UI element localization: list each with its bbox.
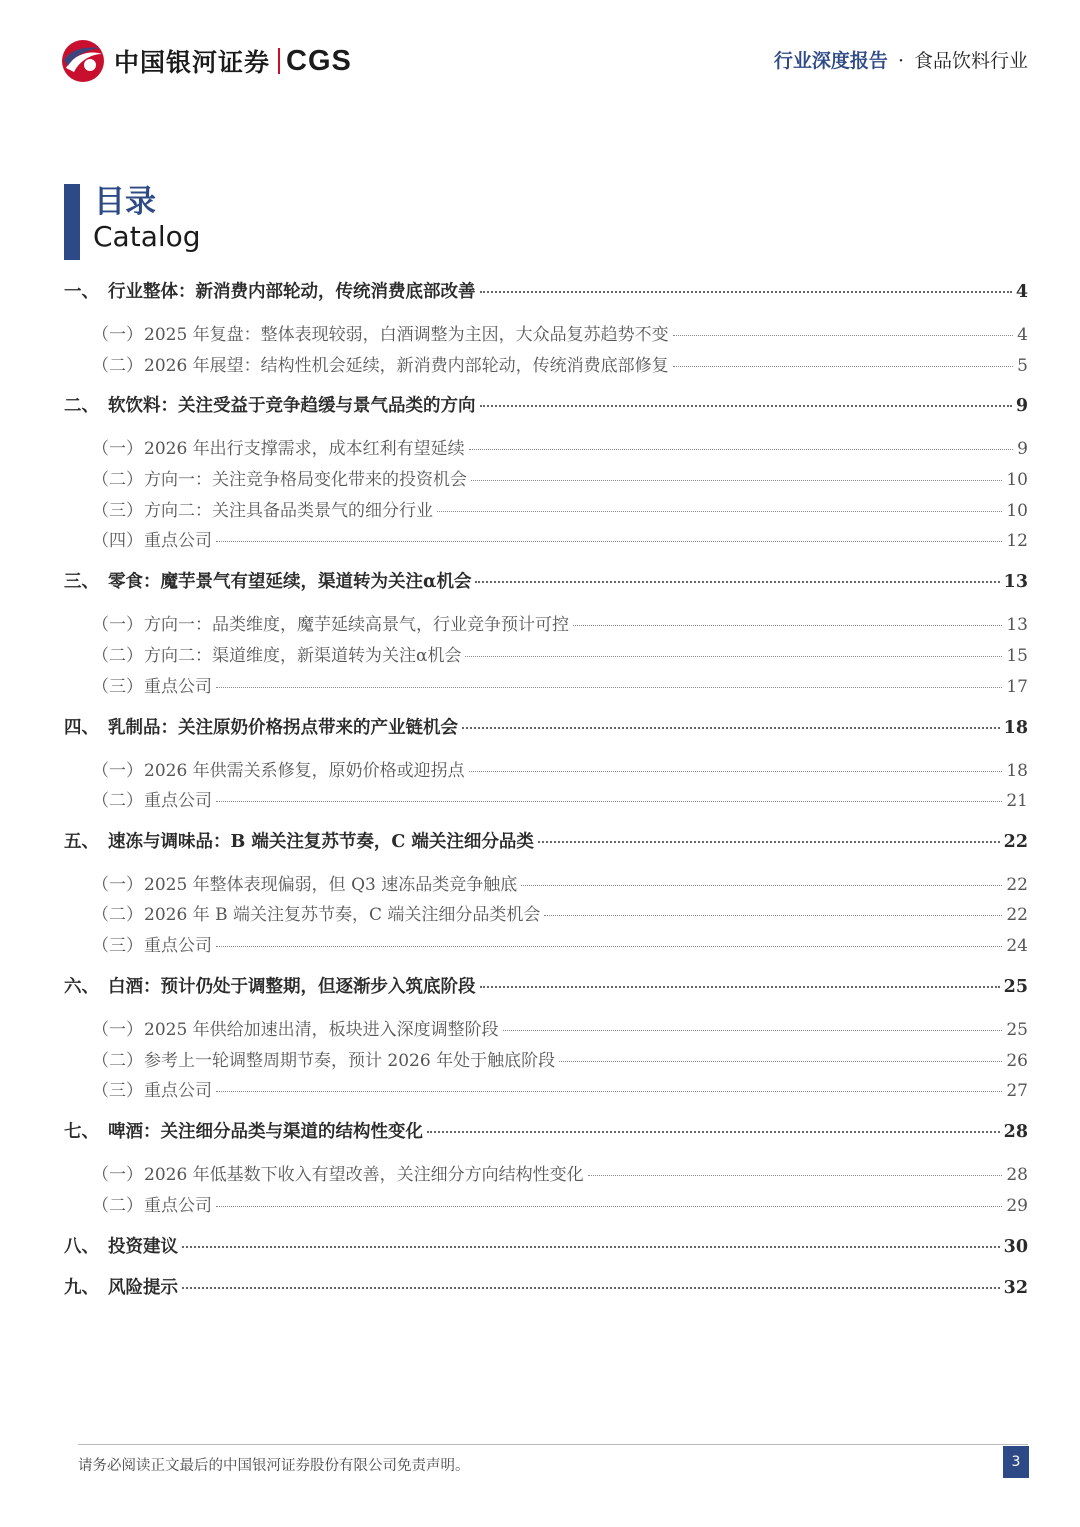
- toc-entry-number: （二）: [92, 470, 143, 490]
- logo-chinese-name: 中国银河证券: [114, 48, 271, 77]
- toc-chapter-entry[interactable]: [64, 1118, 1028, 1143]
- toc-page-number: 21: [1006, 791, 1028, 811]
- toc-entry-title: 乳制品：关注原奶价格拐点带来的产业链机会: [108, 718, 458, 738]
- toc-entry-number: （一）: [92, 325, 143, 345]
- toc-entry-title: 重点公司: [144, 677, 212, 697]
- toc-dot-leader: [462, 727, 1000, 729]
- toc-dot-leader: [469, 449, 1014, 450]
- toc-entry-title: 方向一：品类维度，魔芋延续高景气，行业竞争预计可控: [144, 615, 569, 635]
- toc-entry-number: （二）: [92, 356, 143, 376]
- toc-page-number: 4: [1015, 282, 1028, 302]
- toc-chapter-entry[interactable]: [64, 568, 1028, 593]
- toc-entry-title: 行业整体：新消费内部轮动，传统消费底部改善: [108, 282, 476, 302]
- toc-dot-leader: [216, 687, 1002, 688]
- toc-section-entry[interactable]: [64, 526, 1028, 551]
- footer-disclaimer: 请务必阅读正文最后的中国银河证券股份有限公司免责声明。: [78, 1458, 470, 1474]
- toc-dot-leader: [216, 1091, 1002, 1092]
- toc-page-number: 24: [1006, 936, 1028, 956]
- toc-entry-title: 重点公司: [144, 1081, 212, 1101]
- toc-entry-number: 八、: [64, 1237, 99, 1257]
- toc-entry-number: （一）: [92, 615, 143, 635]
- toc-dot-leader: [216, 1206, 1002, 1207]
- toc-dot-leader: [503, 1030, 1003, 1031]
- toc-entry-title: 2026 年展望：结构性机会延续，新消费内部轮动，传统消费底部修复: [144, 356, 669, 376]
- toc-entry-number: 二、: [64, 396, 99, 416]
- toc-chapter-entry[interactable]: [64, 278, 1028, 303]
- toc-entry-number: （一）: [92, 439, 143, 459]
- toc-entry-number: （三）: [92, 936, 143, 956]
- toc-entry-title: 重点公司: [144, 531, 212, 551]
- toc-section-entry[interactable]: [64, 672, 1028, 697]
- toc-section-entry[interactable]: [64, 786, 1028, 811]
- toc-page-number: 13: [1003, 572, 1028, 592]
- toc-page-number: 29: [1006, 1196, 1028, 1216]
- toc-section-entry[interactable]: [64, 1046, 1028, 1071]
- toc-entry-title: 2025 年整体表现偏弱，但 Q3 速冻品类竞争触底: [144, 875, 518, 895]
- toc-entry-title: 方向二：渠道维度，新渠道转为关注α机会: [144, 646, 462, 666]
- toc-page-number: 22: [1003, 832, 1028, 852]
- toc-section-entry[interactable]: [64, 1076, 1028, 1101]
- toc-page-number: 13: [1006, 615, 1028, 635]
- toc-dot-leader: [673, 335, 1014, 336]
- toc-entry-title: 2026 年低基数下收入有望改善，关注细分方向结构性变化: [144, 1165, 584, 1185]
- toc-dot-leader: [465, 656, 1002, 657]
- toc-page-number: 17: [1006, 677, 1028, 697]
- toc-entry-title: 软饮料：关注受益于竞争趋缓与景气品类的方向: [108, 396, 476, 416]
- toc-entry-number: （一）: [92, 1020, 143, 1040]
- toc-section-entry[interactable]: [64, 320, 1028, 345]
- header-report-info: [774, 46, 1028, 73]
- toc-entry-title: 方向一：关注竞争格局变化带来的投资机会: [144, 470, 467, 490]
- toc-page-number: 18: [1006, 761, 1028, 781]
- toc-entry-title: 2025 年供给加速出清，板块进入深度调整阶段: [144, 1020, 499, 1040]
- toc-dot-leader: [182, 1246, 1000, 1248]
- toc-chapter-entry[interactable]: [64, 1233, 1028, 1258]
- toc-page-number: 26: [1006, 1051, 1028, 1071]
- toc-section-entry[interactable]: [64, 641, 1028, 666]
- toc-page-number: 22: [1006, 905, 1028, 925]
- toc-section-entry[interactable]: [64, 496, 1028, 521]
- toc-entry-number: （二）: [92, 646, 143, 666]
- toc-chapter-entry[interactable]: [64, 828, 1028, 853]
- page-number-badge: 3: [1003, 1446, 1029, 1478]
- toc-section-entry[interactable]: [64, 900, 1028, 925]
- toc-section-entry[interactable]: [64, 610, 1028, 635]
- toc-page-number: 9: [1017, 439, 1028, 459]
- toc-dot-leader: [427, 1131, 1000, 1133]
- toc-entry-title: 啤酒：关注细分品类与渠道的结构性变化: [108, 1122, 423, 1142]
- toc-section-entry[interactable]: [64, 465, 1028, 490]
- industry-name: 食品饮料行业: [913, 50, 1028, 72]
- toc-dot-leader: [538, 841, 1000, 843]
- toc-page-number: 12: [1006, 531, 1028, 551]
- toc-entry-number: 五、: [64, 832, 99, 852]
- toc-entry-number: （三）: [92, 677, 143, 697]
- toc-title-english: Catalog: [93, 220, 201, 253]
- toc-page-number: 4: [1017, 325, 1028, 345]
- toc-title-chinese: 目录: [94, 184, 156, 220]
- toc-chapter-entry[interactable]: [64, 973, 1028, 998]
- toc-page-number: 25: [1006, 1020, 1028, 1040]
- toc-dot-leader: [559, 1061, 1002, 1062]
- toc-dot-leader: [544, 915, 1002, 916]
- toc-section-entry[interactable]: [64, 434, 1028, 459]
- toc-entry-number: （一）: [92, 1165, 143, 1185]
- toc-page-number: 28: [1006, 1165, 1028, 1185]
- toc-entry-title: 2026 年出行支撑需求，成本红利有望延续: [144, 439, 465, 459]
- toc-chapter-entry[interactable]: [64, 1274, 1028, 1299]
- toc-page-number: 10: [1006, 501, 1028, 521]
- toc-dot-leader: [480, 291, 1012, 293]
- logo-english-name: CGS: [286, 44, 352, 77]
- toc-entry-number: （三）: [92, 501, 143, 521]
- toc-chapter-entry[interactable]: [64, 392, 1028, 417]
- toc-entry-number: （一）: [92, 875, 143, 895]
- toc-entry-title: 重点公司: [144, 791, 212, 811]
- title-accent-bar: [64, 184, 80, 260]
- toc-section-entry[interactable]: [64, 931, 1028, 956]
- header-separator: ·: [897, 50, 904, 72]
- toc-page-number: 15: [1006, 646, 1028, 666]
- toc-dot-leader: [673, 366, 1014, 367]
- toc-dot-leader: [480, 405, 1012, 407]
- toc-entry-title: 风险提示: [108, 1278, 178, 1298]
- toc-dot-leader: [216, 541, 1002, 542]
- toc-entry-title: 投资建议: [108, 1237, 178, 1257]
- toc-page-number: 18: [1003, 718, 1028, 738]
- toc-page-number: 5: [1017, 356, 1028, 376]
- page-header: [0, 0, 1080, 110]
- toc-dot-leader: [471, 480, 1002, 481]
- footer-divider: [78, 1444, 1028, 1445]
- toc-entry-title: 重点公司: [144, 1196, 212, 1216]
- toc-entry-title: 零食：魔芋景气有望延续，渠道转为关注α机会: [108, 572, 472, 592]
- toc-section-entry[interactable]: [64, 756, 1028, 781]
- toc-dot-leader: [437, 511, 1002, 512]
- toc-entry-number: 四、: [64, 718, 99, 738]
- toc-entry-number: （二）: [92, 1196, 143, 1216]
- toc-page-number: 22: [1006, 875, 1028, 895]
- toc-dot-leader: [480, 986, 1000, 988]
- toc-section-entry[interactable]: [64, 870, 1028, 895]
- toc-entry-number: （三）: [92, 1081, 143, 1101]
- toc-page-number: 27: [1006, 1081, 1028, 1101]
- toc-section-entry[interactable]: [64, 1160, 1028, 1185]
- toc-dot-leader: [573, 625, 1002, 626]
- toc-section-entry[interactable]: [64, 351, 1028, 376]
- toc-page-number: 28: [1003, 1122, 1028, 1142]
- logo-divider: [278, 48, 280, 74]
- toc-entry-title: 参考上一轮调整周期节奏，预计 2026 年处于触底阶段: [144, 1051, 556, 1071]
- toc-entry-number: （四）: [92, 531, 143, 551]
- toc-dot-leader: [216, 946, 1002, 947]
- toc-dot-leader: [469, 771, 1003, 772]
- toc-entry-title: 方向二：关注具备品类景气的细分行业: [144, 501, 433, 521]
- toc-page-number: 25: [1003, 977, 1028, 997]
- toc-dot-leader: [216, 801, 1002, 802]
- toc-entry-title: 2025 年复盘：整体表现较弱，白酒调整为主因，大众品复苏趋势不变: [144, 325, 669, 345]
- toc-page-number: 30: [1003, 1237, 1028, 1257]
- toc-section-entry[interactable]: [64, 1191, 1028, 1216]
- toc-entry-number: （一）: [92, 761, 143, 781]
- toc-entry-title: 重点公司: [144, 936, 212, 956]
- toc-chapter-entry[interactable]: [64, 714, 1028, 739]
- toc-entry-title: 速冻与调味品：B 端关注复苏节奏，C 端关注细分品类: [108, 832, 534, 852]
- toc-entry-number: 一、: [64, 282, 99, 302]
- cgs-logo-icon: [60, 38, 106, 84]
- toc-dot-leader: [475, 581, 999, 583]
- toc-section-entry[interactable]: [64, 1015, 1028, 1040]
- toc-entry-number: 六、: [64, 977, 99, 997]
- toc-entry-title: 2026 年 B 端关注复苏节奏，C 端关注细分品类机会: [144, 905, 541, 925]
- toc-entry-title: 2026 年供需关系修复，原奶价格或迎拐点: [144, 761, 465, 781]
- toc-page-number: 9: [1015, 396, 1028, 416]
- toc-dot-leader: [588, 1175, 1003, 1176]
- company-logo: [60, 38, 352, 84]
- toc-entry-number: 三、: [64, 572, 99, 592]
- report-type: 行业深度报告: [773, 50, 888, 72]
- toc-entry-number: （二）: [92, 1051, 143, 1071]
- toc-dot-leader: [521, 885, 1002, 886]
- toc-page-number: 32: [1003, 1278, 1028, 1298]
- toc-entry-number: （二）: [92, 791, 143, 811]
- toc-entry-number: 九、: [64, 1278, 99, 1298]
- toc-entry-title: 白酒：预计仍处于调整期，但逐渐步入筑底阶段: [108, 977, 476, 997]
- toc-entry-number: （二）: [92, 905, 143, 925]
- toc-dot-leader: [182, 1287, 1000, 1289]
- toc-page-number: 10: [1006, 470, 1028, 490]
- toc-entry-number: 七、: [64, 1122, 99, 1142]
